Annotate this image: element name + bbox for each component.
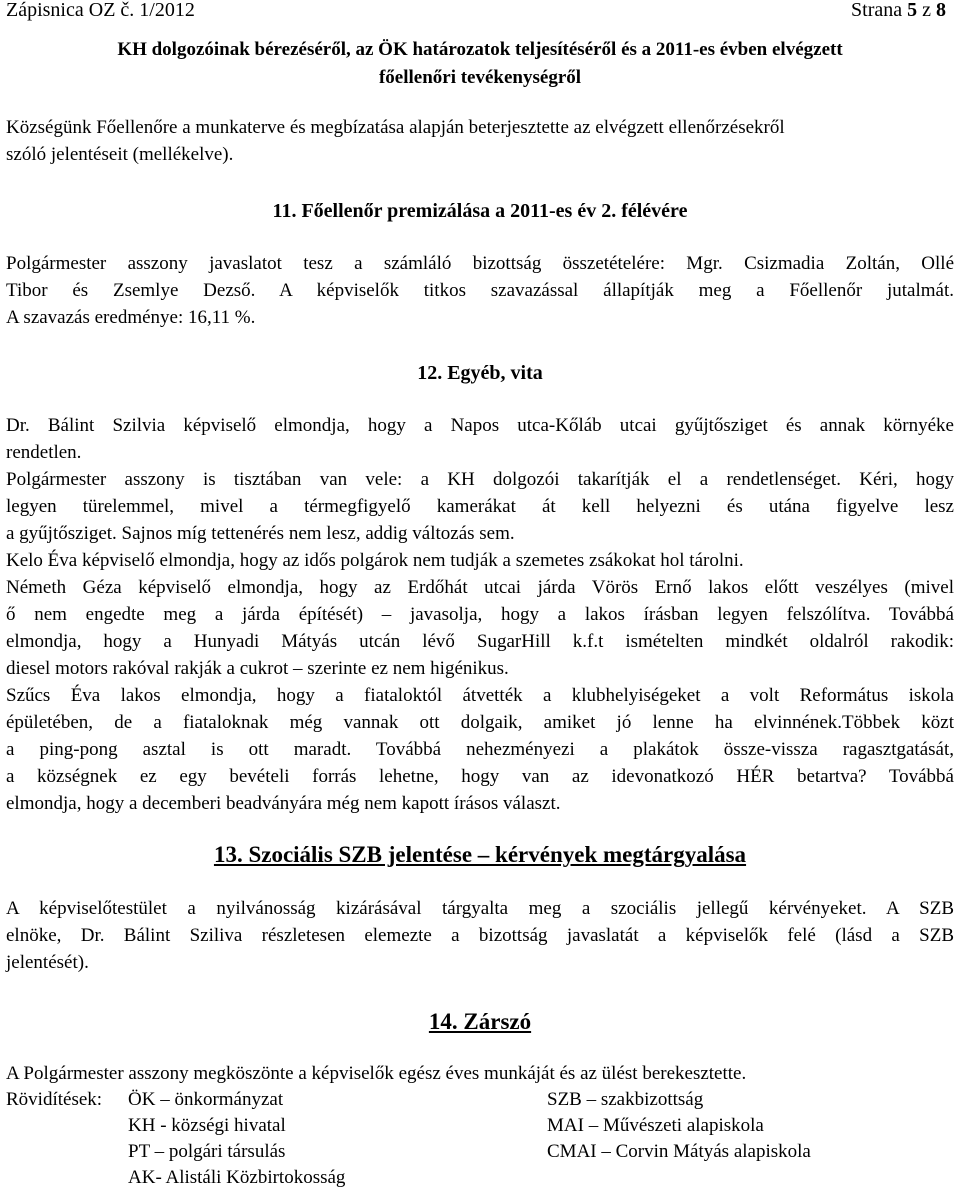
section-14-title: 14. Zárszó — [428, 1009, 532, 1034]
section-12-line: a gyűjtősziget. Sajnos míg tettenérés nem lesz, addig változás sem. — [6, 523, 515, 544]
section-10-paragraph-line-1: Községünk Főellenőre a munkaterve és megbízatása alapján beterjesztette az elvégzett ellenőrzésekről — [6, 117, 785, 138]
section-13-line-1: A képviselőtestület a nyilvánosság kizárásával tárgyalta meg a szociális jellegű kérvényeket. A SZB — [6, 898, 954, 919]
page-total: 8 — [936, 0, 946, 21]
section-12-line: a ping-pong asztal is ott maradt. Továbbá nehezményezi a plakátok össze-vissza ragasztgatását, — [6, 739, 954, 760]
section-12-line: Kelo Éva képviselő elmondja, hogy az idős polgárok nem tudják a szemetes zsákokat hol tárolni. — [6, 550, 744, 571]
page-number: 5 — [907, 0, 918, 21]
abbreviations-label: Rövidítések: — [6, 1089, 103, 1110]
section-14-closing-line: A Polgármester asszony megköszönte a képviselők egész éves munkáját és az ülést berekesztette. — [6, 1063, 747, 1084]
abbreviation-item: CMAI – Corvin Mátyás alapiskola — [547, 1141, 811, 1162]
section-13-line-2: elnöke, Dr. Bálint Sziliva részletesen elemezte a bizottság javaslatát a képviselők felé (lásd a SZB — [6, 925, 954, 946]
section-12-line: a községnek ez egy bevételi forrás lehetne, hogy van az idevonatkozó HÉR betartva? Továbbá — [6, 766, 954, 787]
section-12-line: rendetlen. — [6, 442, 82, 463]
document-header-title: Zápisnica OZ č. 1/2012 — [6, 0, 195, 21]
section-12-line: épületében, de a fiataloknak még vannak ott dolgaik, amiket jó lenne ha elvinnének.Többek közt — [6, 712, 954, 733]
section-12-line: diesel motors rakóval rakják a cukrot – szerinte ez nem higénikus. — [6, 658, 509, 679]
section-13-line-3: jelentését). — [6, 952, 89, 973]
section-12-line: Polgármester asszony is tisztában van vele: a KH dolgozói takarítják el a rendetlenséget. Kéri, hogy — [6, 469, 954, 490]
abbreviation-item: KH - községi hivatal — [128, 1115, 286, 1136]
abbreviation-item: AK- Alistáli Közbirtokosság — [128, 1167, 346, 1188]
section-12-line: Szűcs Éva lakos elmondja, hogy a fiataloktól átvették a klubhelyiségeket a volt Református iskola — [6, 685, 954, 706]
section-11-title: 11. Főellenőr premizálása a 2011-es év 2. félévére — [272, 200, 688, 222]
section-10-title-line-2: főellenőri tevékenységről — [378, 67, 582, 88]
section-11-line-1: Polgármester asszony javaslatot tesz a számláló bizottság összetételére: Mgr. Csizmadia Zoltán, Ollé — [6, 253, 954, 274]
section-12-line: Németh Géza képviselő elmondja, hogy az Erdőhát utcai járda Vörös Ernő lakos előtt veszélyes (mivel — [6, 577, 954, 598]
document-page — [6, 0, 960, 1192]
abbreviation-item: ÖK – önkormányzat — [128, 1089, 284, 1110]
abbreviation-item: SZB – szakbizottság — [547, 1089, 704, 1110]
section-13-title: 13. Szociális SZB jelentése – kérvények megtárgyalása — [213, 842, 747, 867]
section-10-title-line-1: KH dolgozóinak bérezéséről, az ÖK határozatok teljesítéséről és a 2011-es évben elvégzett — [117, 39, 843, 60]
page-indicator: Strana 5 z 8 — [851, 0, 946, 21]
section-10-paragraph-line-2: szóló jelentéseit (mellékelve). — [6, 144, 234, 165]
section-11-vote-result: A szavazás eredménye: 16,11 %. — [6, 307, 256, 328]
section-12-line: Dr. Bálint Szilvia képviselő elmondja, hogy a Napos utca-Kőláb utcai gyűjtősziget és annak környéke — [6, 415, 954, 436]
abbreviation-item: MAI – Művészeti alapiskola — [547, 1115, 764, 1136]
section-12-line: ő nem engedte meg a járda építését) – javasolja, hogy a lakos írásban legyen felszólítva. Továbbá — [6, 604, 954, 625]
section-12-line: elmondja, hogy a decemberi beadványára még nem kapott írásos választ. — [6, 793, 561, 814]
section-11-line-2: Tibor és Zsemlye Dezső. A képviselők titkos szavazással állapítják meg a Főellenőr jutalmát. — [6, 280, 954, 301]
abbreviation-item: PT – polgári társulás — [128, 1141, 286, 1162]
section-12-line: legyen türelemmel, mivel a térmegfigyelő kamerákat át kell helyezni és utána figyelve lesz — [6, 496, 954, 517]
section-12-line: elmondja, hogy a Hunyadi Mátyás utcán lévő SugarHill k.f.t ismételten mindkét oldalról rakodik: — [6, 631, 954, 652]
section-12-title: 12. Egyéb, vita — [417, 362, 543, 384]
